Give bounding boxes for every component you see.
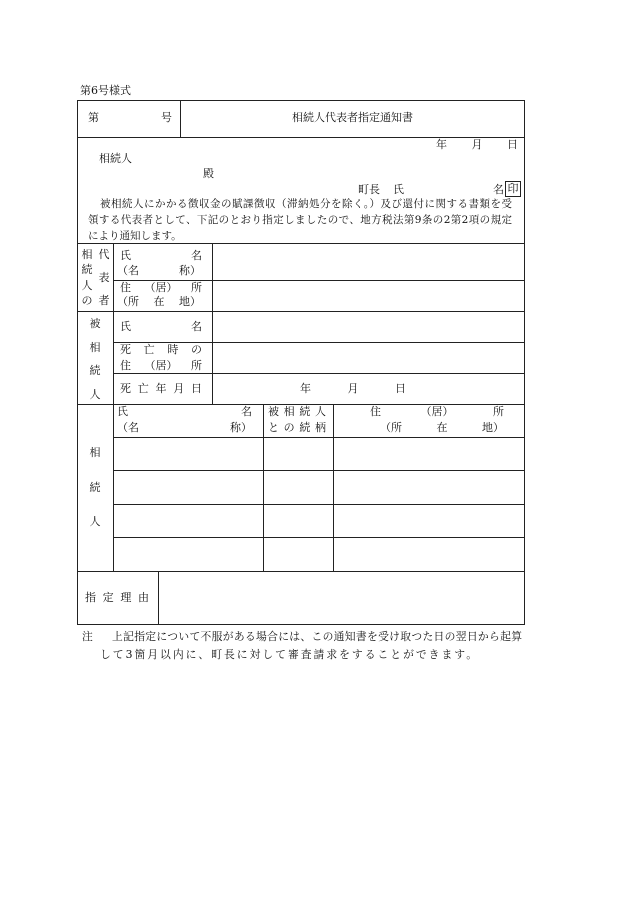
representative-side-label-left	[81, 249, 93, 306]
side-label-char: 続	[81, 263, 93, 277]
label-part: 地）	[482, 421, 504, 434]
date-year-char: 年	[300, 382, 311, 395]
notice-number-char: 第	[88, 111, 99, 124]
heir-name-cell	[113, 470, 264, 505]
label-part: 住	[120, 359, 131, 372]
side-label-char: 人	[89, 515, 101, 528]
side-label-char: 相	[89, 446, 101, 459]
notice-number-label	[88, 111, 172, 124]
label-part: 死	[120, 343, 131, 356]
side-label-char: 表	[98, 271, 110, 284]
notice-body-line: 領する代表者として、下記のとおり指定しましたので、地方税法第9条の2第2項の規定	[88, 214, 512, 226]
label-part: 亡	[143, 343, 155, 356]
form-number: 第6号様式	[80, 84, 131, 97]
date-year-char: 年	[436, 138, 447, 151]
label-part: 所	[191, 281, 202, 294]
side-label-char: 続	[89, 480, 101, 494]
representative-name-value-cell	[212, 243, 525, 281]
label-part: 続	[299, 405, 311, 418]
heirs-side-label	[89, 447, 101, 527]
heirs-address-sub-header	[380, 421, 504, 434]
heir-address-cell	[333, 470, 525, 505]
date-month-char: 月	[347, 382, 359, 395]
decedent-name-label	[120, 320, 202, 333]
notice-body-line: 被相続人にかかる徴収金の賦課徴収（滞納処分を除く。）及び還付に関する書類を受	[100, 198, 512, 210]
representative-address-value-cell	[212, 280, 525, 312]
notice-body-cell	[77, 137, 525, 244]
heir-address-cell	[333, 504, 525, 538]
seal-box: 印	[505, 181, 521, 197]
addressee: 相続人	[99, 152, 132, 165]
label-part: （居）	[144, 281, 178, 294]
label-part: 年	[155, 382, 167, 395]
side-label-char: 相	[89, 340, 101, 354]
heir-relation-cell	[263, 437, 334, 471]
reason-value-cell	[158, 571, 525, 625]
label-part: 所	[493, 405, 504, 418]
label-part: 所	[191, 359, 202, 372]
label-part: 地）	[179, 295, 201, 308]
decedent-address-sub-label	[120, 359, 202, 372]
heirs-address-header	[370, 405, 504, 418]
label-part: 時	[167, 343, 179, 356]
label-part: 死	[120, 382, 131, 395]
label-part: 名	[241, 405, 252, 418]
label-part: 称）	[230, 421, 252, 434]
heir-relation-cell	[263, 537, 334, 572]
side-label-char: の	[81, 293, 93, 307]
label-part: 日	[191, 382, 202, 395]
heir-name-cell	[113, 537, 264, 572]
decedent-date-value	[300, 382, 406, 395]
label-part: 氏	[120, 320, 131, 333]
label-part: 月	[173, 382, 185, 395]
notice-body-line: により通知します。	[88, 230, 182, 242]
decedent-date-label	[120, 382, 202, 395]
notice-date	[436, 138, 518, 151]
side-label-char: 人	[89, 387, 101, 401]
sender-name-last-char: 名	[493, 183, 504, 196]
representative-name-label	[120, 249, 202, 262]
label-part: 在	[436, 421, 448, 434]
label-part: 称）	[179, 264, 201, 277]
side-label-char: 被	[89, 317, 101, 330]
heirs-relation-header	[268, 405, 326, 418]
reason-label	[85, 591, 149, 604]
honorific: 殿	[203, 167, 214, 180]
date-month-char: 月	[471, 138, 483, 151]
footnote-line: して3箇月以内に、町長に対して審査請求をすることができます。	[100, 648, 477, 661]
heir-name-cell	[113, 437, 264, 471]
date-day-char: 日	[507, 138, 518, 151]
label-part: 住	[370, 405, 381, 418]
side-label-char: 人	[81, 278, 93, 292]
label-part: 定	[102, 591, 114, 604]
label-part: と	[268, 421, 279, 434]
date-day-char: 日	[395, 382, 406, 395]
label-part: 住	[120, 281, 131, 294]
heir-address-cell	[333, 537, 525, 572]
side-label-char: 続	[89, 364, 101, 378]
label-part: 指	[85, 591, 96, 604]
heir-relation-cell	[263, 504, 334, 538]
side-label-char: 相	[81, 248, 93, 261]
label-part: 人	[314, 405, 326, 418]
decedent-side-label	[89, 318, 101, 400]
label-part: 氏	[117, 405, 128, 418]
sender-title: 町長	[358, 183, 380, 196]
label-part: 相	[283, 405, 295, 418]
page-title: 相続人代表者指定通知書	[292, 111, 413, 124]
representative-address-sub-label	[117, 295, 201, 308]
label-part: の	[283, 421, 295, 434]
label-part: 亡	[137, 382, 149, 395]
label-part: 理	[120, 591, 132, 604]
label-part: （所	[380, 421, 402, 434]
heir-relation-cell	[263, 470, 334, 505]
heir-name-cell	[113, 504, 264, 538]
label-part: 由	[137, 591, 149, 604]
decedent-address-label	[120, 343, 202, 356]
label-part: （居）	[144, 359, 178, 372]
label-part: 柄	[314, 421, 326, 434]
label-part: （名	[117, 421, 139, 434]
heirs-name-header	[117, 405, 252, 418]
label-part: （居）	[420, 405, 454, 418]
label-part: 名	[191, 320, 202, 333]
sender-name-first-char: 氏	[393, 183, 404, 196]
label-part: の	[190, 343, 202, 356]
label-part: 在	[153, 295, 165, 308]
label-part: （所	[117, 295, 139, 308]
label-part: （名	[117, 264, 139, 277]
heir-address-cell	[333, 437, 525, 471]
label-part: 被	[268, 405, 279, 418]
notice-number-char: 号	[161, 111, 172, 124]
heirs-relation-sub-header	[268, 421, 326, 434]
label-part: 続	[299, 421, 311, 434]
representative-address-label	[120, 281, 202, 294]
decedent-name-value-cell	[212, 311, 525, 343]
footnote-line: 上記指定について不服がある場合には、この通知書を受け取つた日の翌日から起算	[112, 630, 522, 643]
side-label-char: 代	[98, 248, 110, 261]
decedent-address-value-cell	[212, 342, 525, 374]
label-part: 名	[191, 249, 202, 262]
footnote-mark: 注	[82, 630, 93, 643]
label-part: 氏	[120, 249, 131, 262]
heirs-name-sub-header	[117, 421, 252, 434]
representative-side-label-right	[98, 249, 110, 306]
side-label-char: 者	[98, 294, 110, 307]
representative-name-sub-label	[117, 264, 201, 277]
